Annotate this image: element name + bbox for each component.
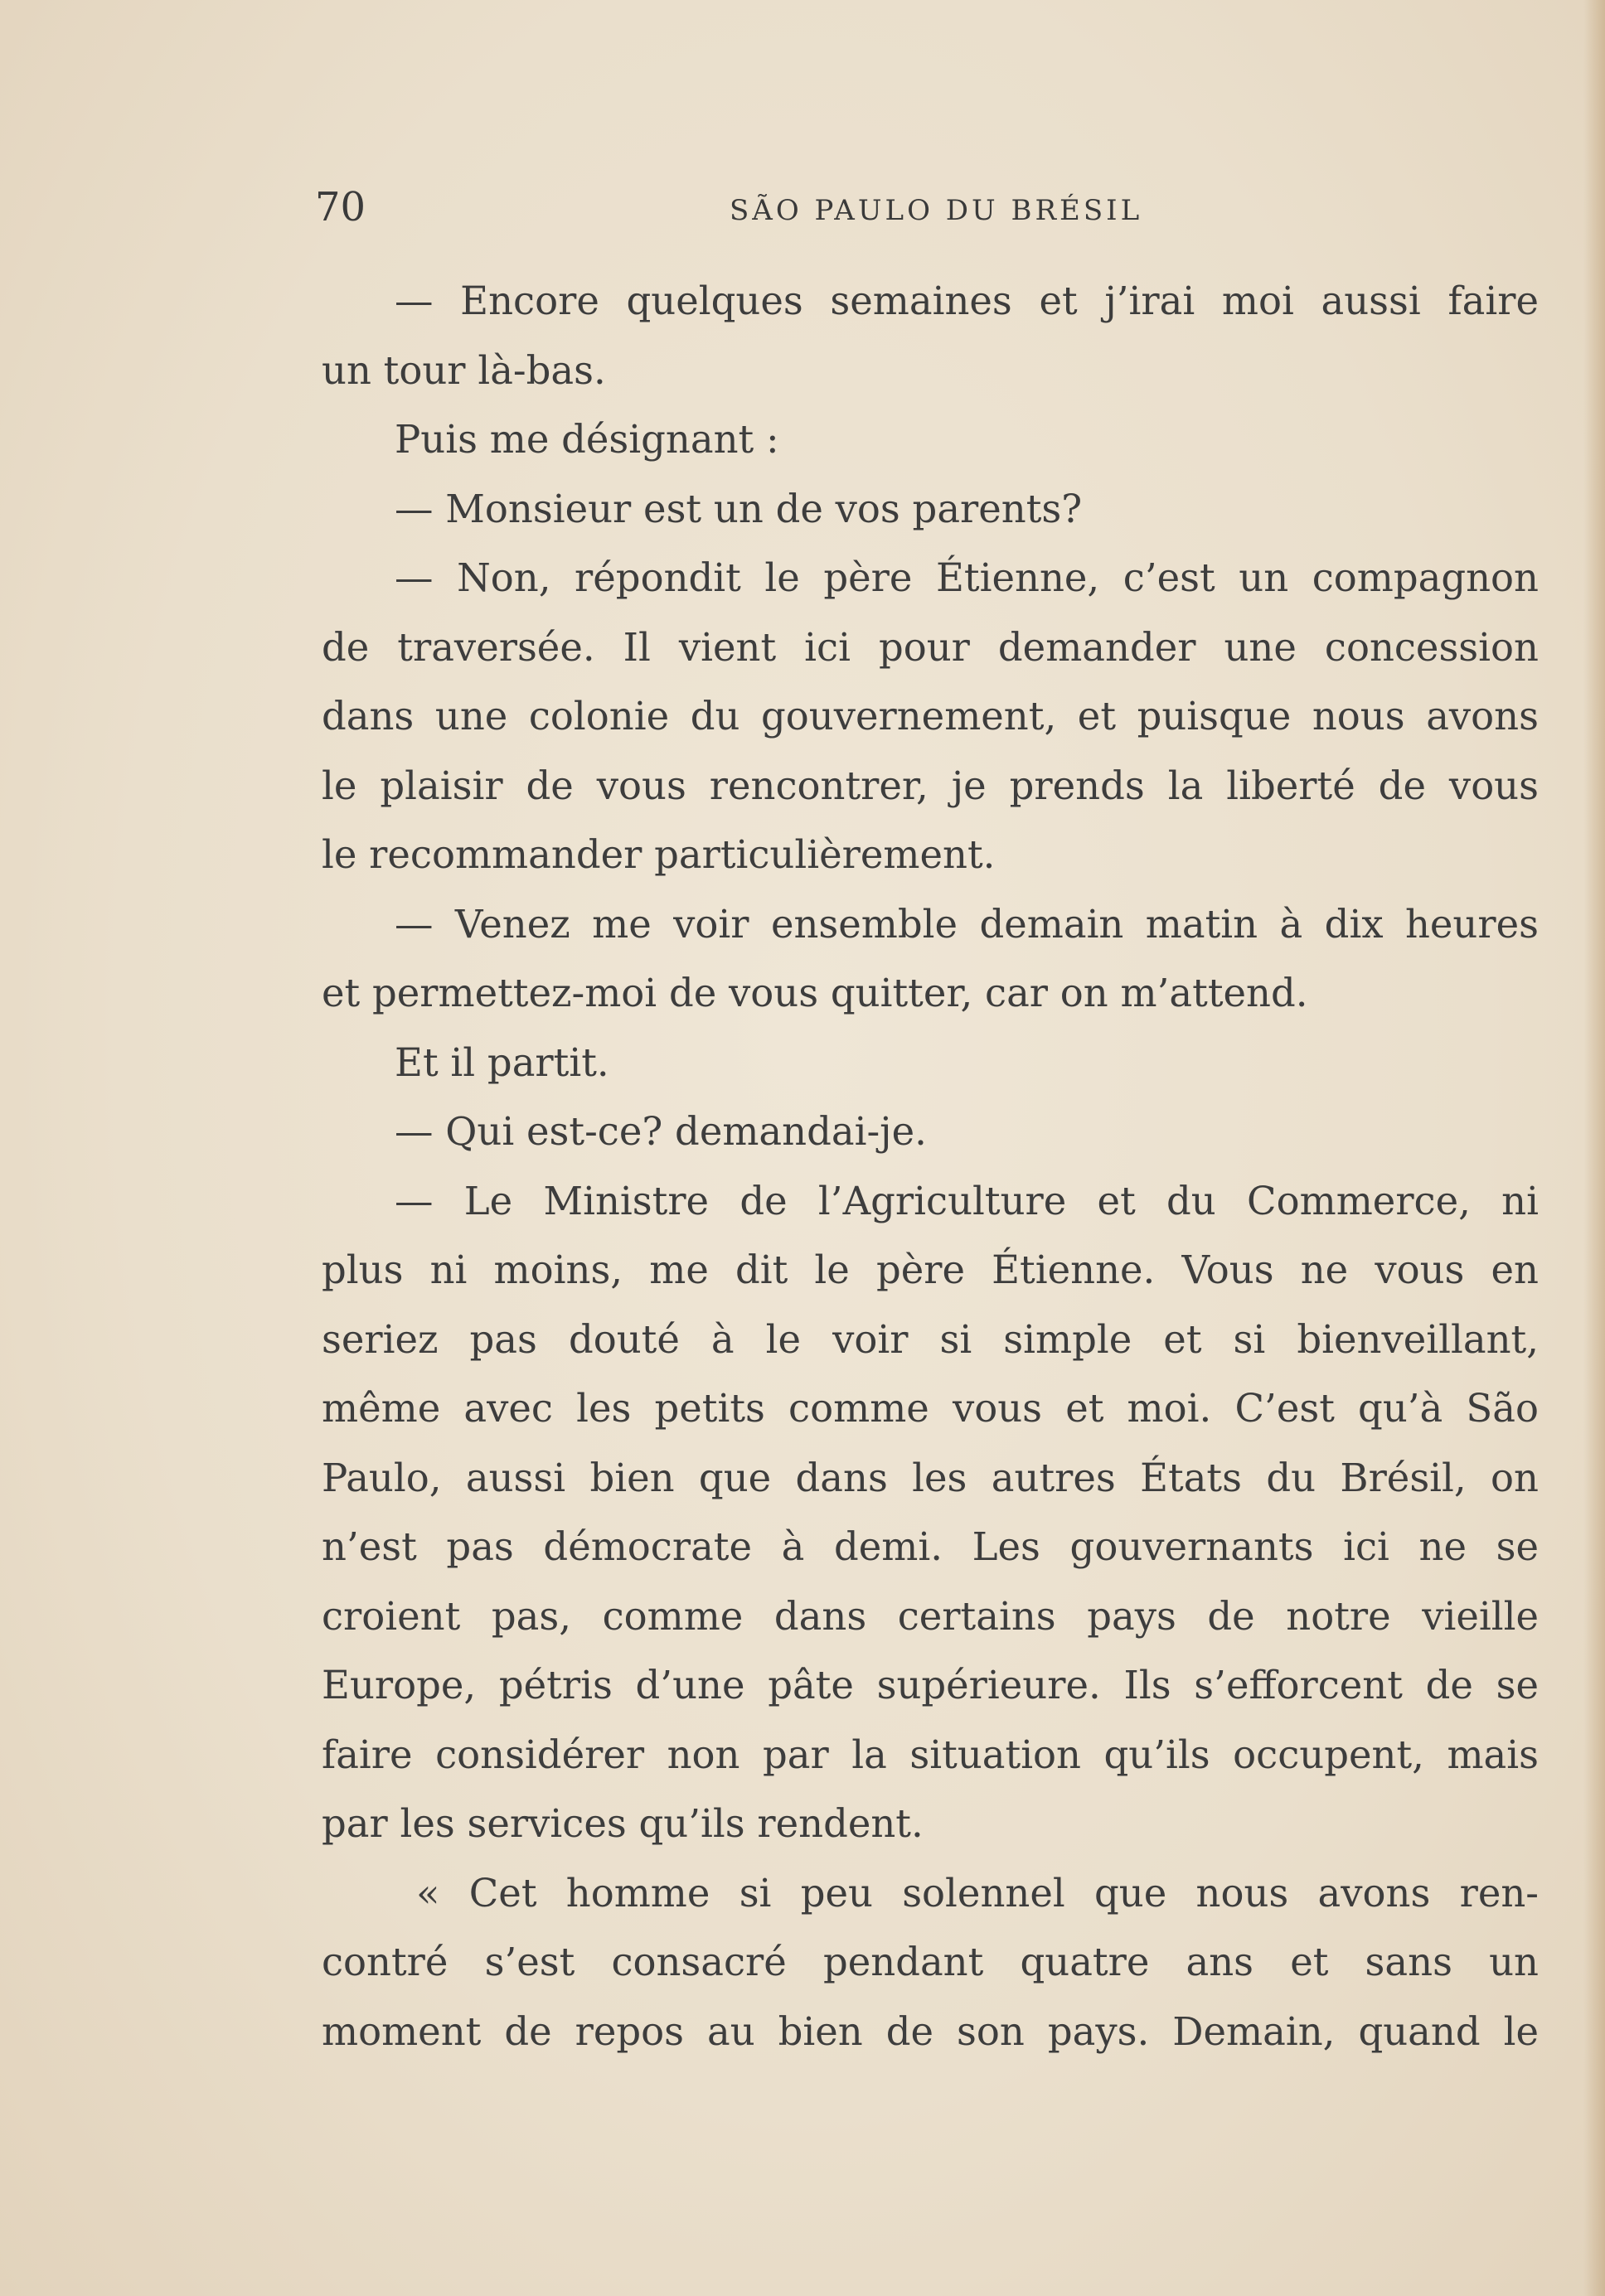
text-line: n’est pas démocrate à demi. Les gouvernants ici ne se (322, 1524, 1539, 1569)
text-line: le plaisir de vous rencontrer, je prends la liberté de vous (322, 763, 1539, 808)
page-number: 70 (315, 184, 366, 230)
text-line: plus ni moins, me dit le père Étienne. Vous ne vous en (322, 1247, 1539, 1292)
text-line: Europe, pétris d’une pâte supérieure. Ils s’efforcent de se (322, 1663, 1539, 1707)
page-header (315, 184, 1542, 242)
text-line: Et il partit. (395, 1039, 609, 1085)
text-line: — Non, répondit le père Étienne, c’est un compagnon (395, 555, 1539, 600)
page-edge-shadow (1583, 0, 1605, 2296)
text-line: — Qui est-ce? demandai-je. (395, 1109, 927, 1154)
text-line: par les services qu’ils rendent. (322, 1801, 924, 1846)
text-line: faire considérer non par la situation qu’ils occupent, mais (322, 1732, 1539, 1777)
body-text (322, 267, 1539, 2066)
running-title: SÃO PAULO DU BRÉSIL (730, 194, 1143, 227)
text-line: seriez pas douté à le voir si simple et si bienveillant, (322, 1316, 1539, 1362)
text-line: Paulo, aussi bien que dans les autres États du Brésil, on (322, 1455, 1539, 1500)
text-line: de traversée. Il vient ici pour demander une concession (322, 624, 1539, 670)
text-line: un tour là-bas. (322, 347, 606, 393)
text-line: même avec les petits comme vous et moi. C’est qu’à São (322, 1386, 1539, 1431)
text-line: « Cet homme si peu solennel que nous avons ren- (416, 1870, 1539, 1916)
text-line: contré s’est consacré pendant quatre ans et sans un (322, 1940, 1539, 1984)
text-line: croient pas, comme dans certains pays de notre vieille (322, 1593, 1539, 1639)
text-line: et permettez-moi de vous quitter, car on m’attend. (322, 971, 1308, 1015)
text-line: — Monsieur est un de vos parents? (395, 486, 1083, 531)
text-line: le recommander particulièrement. (322, 832, 996, 877)
text-line: — Le Ministre de l’Agriculture et du Commerce, ni (395, 1178, 1539, 1223)
text-line: moment de repos au bien de son pays. Demain, quand le (322, 2008, 1539, 2054)
text-line: — Venez me voir ensemble demain matin à dix heures (395, 901, 1539, 947)
text-line: — Encore quelques semaines et j’irai moi aussi faire (395, 279, 1539, 323)
text-line: Puis me désignant : (395, 417, 779, 462)
text-line: dans une colonie du gouvernement, et puisque nous avons (322, 694, 1539, 739)
